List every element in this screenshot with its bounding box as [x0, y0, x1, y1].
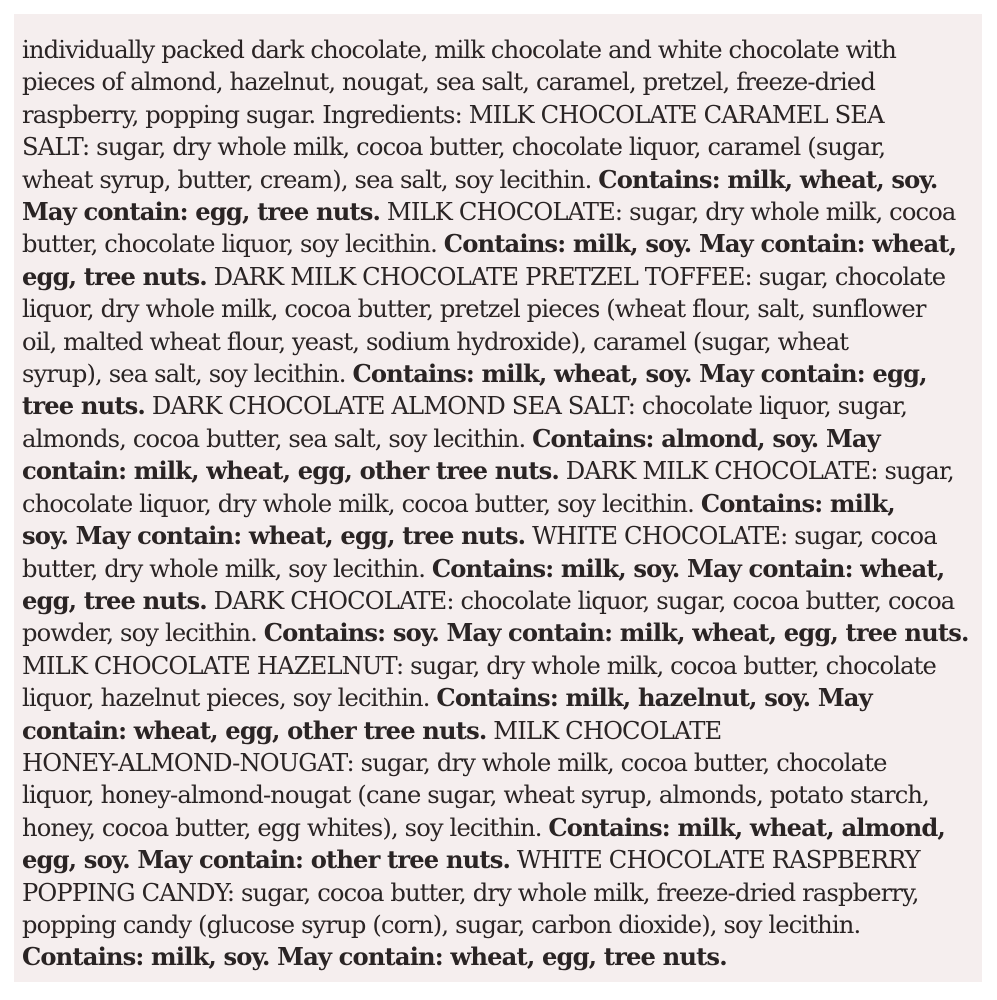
ingredient-text: oil, malted wheat flour, yeast, sodium hydroxide), caramel (sugar, wheat	[22, 327, 849, 356]
allergen-statement: Contains: almond, soy. May	[532, 423, 880, 453]
ingredient-line	[22, 358, 972, 390]
allergen-statement: May contain: egg, tree nuts.	[22, 197, 381, 227]
ingredient-text: raspberry, popping sugar. Ingredients: MILK CHOCOLATE CARAMEL SEA	[22, 100, 884, 129]
ingredient-line	[22, 99, 972, 131]
ingredient-line	[22, 131, 972, 163]
ingredient-text: butter, chocolate liquor, soy lecithin.	[22, 230, 444, 259]
ingredient-line	[22, 520, 972, 552]
ingredient-label-panel	[14, 14, 982, 982]
ingredient-text: powder, soy lecithin.	[22, 619, 264, 648]
ingredient-line	[22, 617, 972, 649]
ingredient-line	[22, 326, 972, 358]
ingredient-text: popping candy (glucose syrup (corn), sugar, carbon dioxide), soy lecithin.	[22, 910, 861, 939]
ingredient-line	[22, 228, 972, 260]
ingredient-text: individually packed dark chocolate, milk chocolate and white chocolate with	[22, 36, 897, 64]
ingredient-text: DARK CHOCOLATE: chocolate liquor, sugar, cocoa butter, cocoa	[206, 586, 955, 615]
ingredient-line	[22, 715, 972, 747]
ingredient-text: DARK MILK CHOCOLATE: sugar,	[558, 457, 954, 486]
allergen-statement: egg, soy. May contain: other tree nuts.	[22, 845, 511, 875]
ingredient-text: liquor, hazelnut pieces, soy lecithin.	[22, 684, 437, 713]
allergen-statement: Contains: milk, soy. May contain: wheat, egg, tree nuts.	[22, 942, 727, 972]
ingredient-text: chocolate liquor, dry whole milk, cocoa butter, soy lecithin.	[22, 489, 701, 518]
ingredient-line	[22, 909, 972, 941]
ingredient-text: MILK CHOCOLATE	[486, 716, 722, 745]
ingredient-line	[22, 390, 972, 422]
ingredient-line	[22, 585, 972, 617]
ingredient-line	[22, 66, 972, 98]
allergen-statement: tree nuts.	[22, 391, 145, 421]
ingredient-text: WHITE CHOCOLATE RASPBERRY	[510, 846, 920, 875]
ingredient-text: butter, dry whole milk, soy lecithin.	[22, 554, 432, 583]
allergen-statement: contain: wheat, egg, other tree nuts.	[22, 715, 487, 745]
ingredient-line	[22, 877, 972, 909]
ingredient-text: liquor, honey-almond-nougat (cane sugar, wheat syrup, almonds, potato starch,	[22, 781, 929, 810]
ingredient-text: MILK CHOCOLATE HAZELNUT: sugar, dry whole milk, cocoa butter, chocolate	[22, 651, 936, 680]
allergen-statement: Contains: milk, wheat, soy.	[598, 164, 938, 194]
allergen-statement: Contains: soy. May contain: milk, wheat, egg, tree nuts.	[263, 618, 969, 648]
ingredient-text: HONEY-ALMOND-NOUGAT: sugar, dry whole milk, cocoa butter, chocolate	[22, 748, 887, 777]
ingredient-line	[22, 261, 972, 293]
ingredient-line	[22, 164, 972, 196]
ingredient-line	[22, 553, 972, 585]
ingredient-line	[22, 423, 972, 455]
allergen-statement: Contains: milk, hazelnut, soy. May	[436, 683, 872, 713]
ingredient-text: DARK CHOCOLATE ALMOND SEA SALT: chocolate liquor, sugar,	[145, 392, 908, 421]
ingredient-text: almonds, cocoa butter, sea salt, soy lecithin.	[22, 424, 533, 453]
ingredient-line	[22, 488, 972, 520]
allergen-statement: Contains: milk,	[700, 488, 895, 518]
ingredient-text: POPPING CANDY: sugar, cocoa butter, dry whole milk, freeze-dried raspberry,	[22, 878, 919, 907]
ingredient-text: MILK CHOCOLATE: sugar, dry whole milk, cocoa	[380, 198, 956, 227]
ingredient-text: honey, cocoa butter, egg whites), soy lecithin.	[22, 813, 549, 842]
ingredient-line	[22, 293, 972, 325]
allergen-statement: Contains: milk, soy. May contain: wheat,	[443, 229, 957, 259]
ingredient-text: WHITE CHOCOLATE: sugar, cocoa	[525, 522, 937, 551]
allergen-statement: Contains: milk, wheat, soy. May contain: egg,	[352, 359, 927, 389]
ingredient-line	[22, 682, 972, 714]
ingredient-line	[22, 844, 972, 876]
ingredient-line	[22, 779, 972, 811]
allergen-statement: egg, tree nuts.	[22, 261, 207, 291]
ingredient-line	[22, 650, 972, 682]
allergen-statement: egg, tree nuts.	[22, 585, 207, 615]
ingredient-text: SALT: sugar, dry whole milk, cocoa butter, chocolate liquor, caramel (sugar,	[22, 133, 886, 162]
allergen-statement: Contains: milk, wheat, almond,	[548, 812, 946, 842]
ingredient-line	[22, 941, 972, 973]
ingredient-line	[22, 34, 972, 66]
allergen-statement: Contains: milk, soy. May contain: wheat,	[431, 553, 945, 583]
ingredient-line	[22, 196, 972, 228]
allergen-statement: soy. May contain: wheat, egg, tree nuts.	[22, 521, 526, 551]
ingredient-line	[22, 747, 972, 779]
ingredient-text: liquor, dry whole milk, cocoa butter, pretzel pieces (wheat flour, salt, sunflower	[22, 295, 926, 324]
ingredient-text: DARK MILK CHOCOLATE PRETZEL TOFFEE: sugar, chocolate	[206, 262, 946, 291]
ingredient-text: pieces of almond, hazelnut, nougat, sea salt, caramel, pretzel, freeze-dried	[22, 68, 875, 97]
ingredient-text: syrup), sea salt, soy lecithin.	[22, 360, 353, 389]
ingredient-line	[22, 455, 972, 487]
allergen-statement: contain: milk, wheat, egg, other tree nuts.	[22, 456, 559, 486]
ingredient-text: wheat syrup, butter, cream), sea salt, soy lecithin.	[22, 165, 599, 194]
ingredient-line	[22, 812, 972, 844]
ingredients-text	[22, 34, 972, 974]
